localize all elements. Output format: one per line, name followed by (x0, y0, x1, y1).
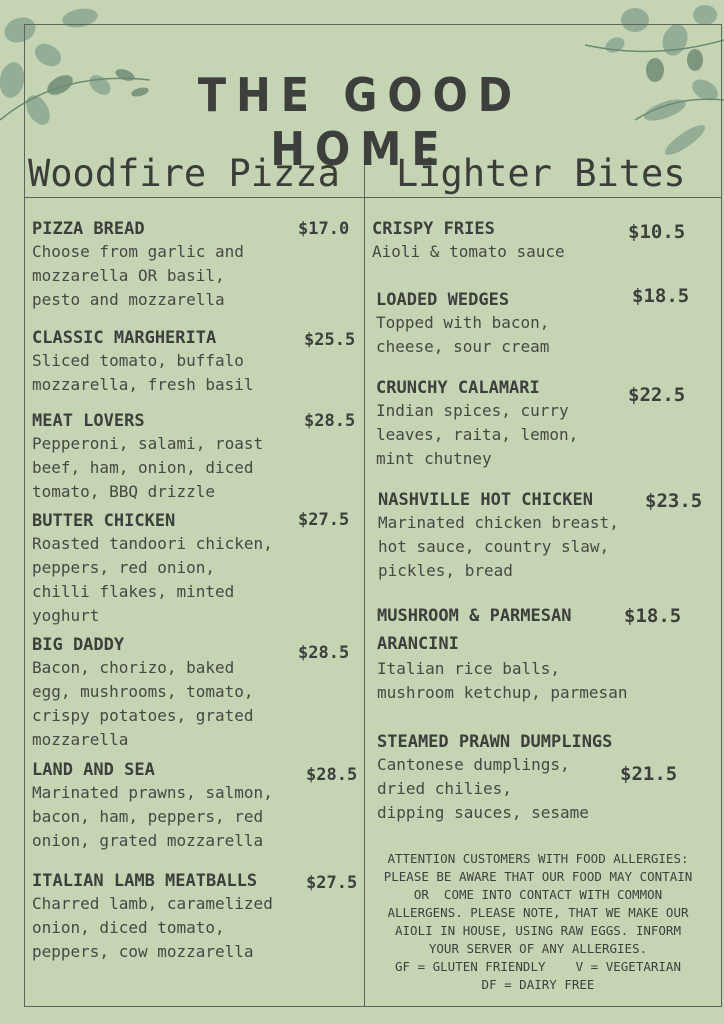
menu-item-crunchy-calamari (376, 377, 578, 471)
item-name: CLASSIC MARGHERITA (32, 328, 217, 348)
item-price: $22.5 (628, 384, 686, 406)
notice-line: AIOLI IN HOUSE, USING RAW EGGS. INFORM (395, 923, 681, 938)
item-desc-line: egg, mushrooms, tomato, (32, 682, 254, 701)
column-divider (364, 155, 365, 1007)
item-desc-line: Charred lamb, caramelized (32, 894, 273, 913)
item-desc-line: crispy potatoes, grated (32, 706, 254, 725)
item-price: $17.0 (298, 219, 350, 239)
notice-line: ATTENTION CUSTOMERS WITH FOOD ALLERGIES: (387, 851, 689, 866)
item-desc-line: Sliced tomato, buffalo (32, 351, 244, 370)
section-heading-bites: Lighter Bites (396, 152, 686, 195)
notice-line: YOUR SERVER OF ANY ALLERGIES. (428, 941, 648, 956)
item-price: $18.5 (632, 285, 690, 307)
item-price: $27.5 (306, 873, 358, 893)
item-desc-line: Marinated prawns, salmon, (32, 783, 273, 802)
item-name: MUSHROOM & PARMESAN (377, 606, 572, 626)
header-divider (24, 197, 722, 198)
item-name: BUTTER CHICKEN (32, 511, 176, 531)
allergy-notice (370, 850, 706, 994)
menu-item-nashville-hot-chicken (378, 489, 619, 583)
notice-line: OR COME INTO CONTACT WITH COMMON (413, 887, 663, 902)
menu-item-loaded-wedges (376, 289, 549, 359)
menu-item-big-daddy (32, 634, 254, 752)
item-price: $23.5 (645, 490, 703, 512)
item-desc-line: mozzarella (32, 730, 129, 749)
item-desc-line: peppers, red onion, (32, 558, 216, 577)
item-name: MEAT LOVERS (32, 411, 145, 431)
item-price: $18.5 (624, 605, 682, 627)
menu-item-italian-lamb-meatballs (32, 870, 273, 964)
item-desc-line: Roasted tandoori chicken, (32, 534, 273, 553)
item-price: $10.5 (628, 221, 686, 243)
item-desc-line: Topped with bacon, (376, 313, 550, 332)
menu-item-mushroom-parmesan-arancini (377, 605, 627, 705)
notice-line: ALLERGENS. PLEASE NOTE, THAT WE MAKE OUR (387, 905, 689, 920)
item-desc-line: pesto and mozzarella (32, 290, 225, 309)
menu-item-pizza-bread (32, 218, 244, 312)
item-desc-line: Marinated chicken breast, (378, 513, 619, 532)
item-name: ITALIAN LAMB MEATBALLS (32, 871, 258, 891)
item-desc-line: yoghurt (32, 606, 100, 625)
item-desc-line: chilli flakes, minted (32, 582, 235, 601)
item-desc-line: Cantonese dumplings, (377, 755, 570, 774)
item-price: $25.5 (304, 330, 356, 350)
item-name: STEAMED PRAWN DUMPLINGS (377, 732, 613, 752)
item-desc-line: dipping sauces, sesame (377, 803, 589, 822)
item-desc-line: peppers, cow mozzarella (32, 942, 254, 961)
item-desc-line: bacon, ham, peppers, red (32, 807, 264, 826)
item-desc-line: Indian spices, curry (376, 401, 569, 420)
item-name: BIG DADDY (32, 635, 125, 655)
item-desc-line: mint chutney (376, 449, 492, 468)
notice-line: PLEASE BE AWARE THAT OUR FOOD MAY CONTAIN (383, 869, 693, 884)
menu-item-meat-lovers (32, 410, 263, 504)
item-desc-line: mozzarella, fresh basil (32, 375, 254, 394)
item-desc-line: Bacon, chorizo, baked (32, 658, 235, 677)
menu-item-land-and-sea (32, 759, 273, 853)
notice-line: DF = DAIRY FREE (481, 977, 595, 992)
item-desc-line: onion, diced tomato, (32, 918, 225, 937)
item-desc-line: dried chilies, (377, 779, 512, 798)
item-desc-line: pickles, bread (378, 561, 513, 580)
section-heading-pizza: Woodfire Pizza (28, 152, 340, 195)
menu-item-butter-chicken (32, 510, 273, 628)
menu-item-classic-margherita (32, 327, 254, 397)
item-name: NASHVILLE HOT CHICKEN (378, 490, 593, 510)
item-price: $27.5 (298, 510, 350, 530)
item-price: $28.5 (306, 765, 358, 785)
item-desc-line: Choose from garlic and (32, 242, 244, 261)
item-price: $21.5 (620, 763, 678, 785)
notice-line: GF = GLUTEN FRIENDLY V = VEGETARIAN (395, 959, 681, 974)
item-desc-line: cheese, sour cream (376, 337, 550, 356)
item-name: PIZZA BREAD (32, 219, 145, 239)
item-desc-line: tomato, BBQ drizzle (32, 482, 216, 501)
item-name: CRUNCHY CALAMARI (376, 378, 540, 398)
item-name: CRISPY FRIES (372, 219, 495, 239)
item-name: LAND AND SEA (32, 760, 155, 780)
item-desc-line: onion, grated mozzarella (32, 831, 264, 850)
item-desc-line: hot sauce, country slaw, (378, 537, 610, 556)
item-desc-line: Italian rice balls, (377, 659, 561, 678)
item-desc-line: leaves, raita, lemon, (376, 425, 579, 444)
item-desc-line: Aioli & tomato sauce (372, 242, 565, 261)
item-desc-line: Pepperoni, salami, roast (32, 434, 264, 453)
item-price: $28.5 (298, 643, 350, 663)
item-name: LOADED WEDGES (376, 290, 510, 310)
item-name-continued: ARANCINI (377, 634, 459, 654)
page-title: THE GOOD HOME (197, 68, 523, 176)
item-desc-line: mushroom ketchup, parmesan (377, 683, 628, 702)
menu-item-crispy-fries (372, 218, 565, 264)
item-desc-line: beef, ham, onion, diced (32, 458, 254, 477)
menu-item-steamed-prawn-dumplings (377, 731, 612, 825)
item-price: $28.5 (304, 411, 356, 431)
item-desc-line: mozzarella OR basil, (32, 266, 225, 285)
